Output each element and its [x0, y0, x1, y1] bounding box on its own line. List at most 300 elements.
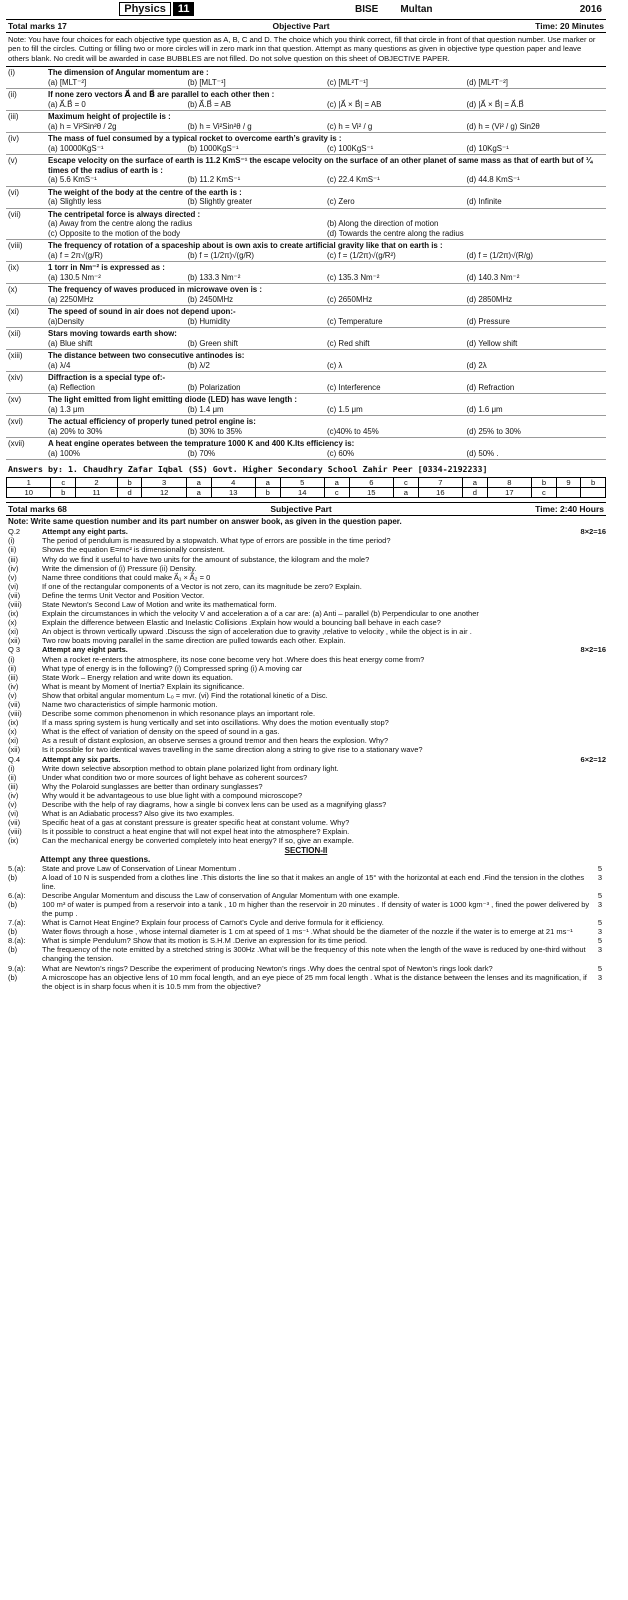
question-text-content: Write the dimension of (i) Pressure (ii) Density. [42, 563, 197, 573]
mcq-question [6, 187, 606, 209]
question-text-content: Why the Polaroid sunglasses are better than ordinary sunglasses? [42, 781, 263, 791]
short-question [6, 673, 606, 682]
option: (b) f = (1/2π)√(g/R) [187, 250, 255, 260]
key-cell: c [51, 478, 76, 488]
short-question [6, 773, 606, 782]
key-cell: 13 [211, 488, 255, 498]
long-question [6, 945, 606, 963]
option: (d) 50% . [466, 448, 499, 458]
question-text-content: Describe some common phenomenon in which resonance plays an important role. [42, 709, 316, 719]
key-cell: c [324, 488, 349, 498]
question-number: (xii) [8, 636, 21, 646]
option: (a) 2250MHz [48, 294, 94, 304]
question-number: (viii) [8, 709, 22, 719]
question-heading [6, 755, 606, 764]
question-number: (xiv) [8, 373, 23, 383]
question-text [42, 618, 606, 627]
objective-part-title: Objective Part [272, 21, 330, 31]
mcq-question [6, 306, 606, 328]
question-number: 9.(a): [8, 963, 26, 973]
option: (b) 1000KgS⁻¹ [187, 143, 239, 153]
question-text [42, 582, 606, 591]
key-cell: 17 [487, 488, 531, 498]
question-text [42, 900, 606, 918]
question-number: 5.(a): [8, 863, 26, 873]
option: (a) A⃗.B⃗ = 0 [48, 99, 86, 109]
marks-value: 3 [597, 927, 602, 937]
question-body [48, 263, 606, 282]
short-question [6, 564, 606, 573]
short-question [6, 618, 606, 627]
subject-label: Physics [119, 2, 171, 16]
question-number: (viii) [8, 827, 22, 837]
mcq-question [6, 284, 606, 306]
key-cell: b [581, 478, 606, 488]
question-text-content: Is it possible for two identical waves travelling in the same direction along a string to give rise to a stationary wave? [42, 745, 423, 755]
question-number: (ix) [8, 609, 19, 619]
marks-value: 5 [597, 890, 602, 900]
marks-value: 3 [597, 972, 602, 982]
question-text-content: If a mass spring system is hung vertically and set into oscillations. Why does the motion eventually stop? [42, 718, 389, 728]
question-text-content: Can the mechanical energy be converted completely into heat energy? If so, give an example. [42, 836, 354, 846]
key-cell: 5 [280, 478, 324, 488]
question-text-content: What type of energy is in the following? (i) Compressed spring (i) A moving car [42, 663, 303, 673]
key-cell: 11 [76, 488, 118, 498]
question-body [48, 439, 606, 458]
question-number: (b) [8, 927, 18, 937]
short-question [6, 655, 606, 664]
option: (d) Yellow shift [466, 338, 518, 348]
options [48, 100, 606, 110]
mcq-question [6, 111, 606, 133]
question-text [42, 682, 606, 691]
key-cell: 8 [487, 478, 531, 488]
question-text: Diffraction is a special type of:- [48, 373, 166, 383]
option: (c) 60% [327, 448, 355, 458]
mcq-question [6, 262, 606, 284]
question-number: (v) [8, 156, 18, 166]
question-text: A heat engine operates between the temprature 1000 K and 400 K.Its efficiency is: [48, 439, 355, 449]
option: (b) 2450MHz [187, 294, 234, 304]
short-question [6, 536, 606, 545]
marks-value: 5 [597, 963, 602, 973]
mcq-list [6, 67, 606, 460]
question-text [42, 755, 606, 764]
question-text: The light emitted from light emitting diode (LED) has wave length : [48, 395, 297, 405]
question-text [42, 873, 606, 891]
board-label: BISE [354, 3, 379, 15]
question-number: (v) [8, 800, 17, 810]
marks-value: 3 [597, 899, 602, 909]
city-label: Multan [400, 3, 433, 15]
question-text [42, 745, 606, 754]
options [48, 339, 606, 349]
question-text [42, 773, 606, 782]
question-text [42, 736, 606, 745]
question-text-content: Why would it be advantageous to use blue light with a compound microscope? [42, 790, 303, 800]
question-text-content: What is an Adiabatic process? Also give its two examples. [42, 809, 235, 819]
key-cell: 1 [7, 478, 51, 488]
question-text-content: The frequency of the note emitted by a stretched string is 300Hz .What will be the frequency of this note when the length of the wave is reduced by one-third without changing the tension. [42, 945, 586, 964]
section-instruction: Attempt any three questions. [40, 854, 151, 864]
key-cell: a [186, 478, 211, 488]
question-text-content: Explain the circumstances in which the velocity V and acceleration a of a car are: (a) Anti – parallel (b) Perpendicular to one another [42, 609, 479, 619]
marks-value: 3 [597, 945, 602, 955]
question-text-content: What are Newton’s rings? Describe the experiment of producing Newton’s rings .Why does the central spot of Newton’s rings look dark? [42, 963, 493, 973]
question-text [42, 627, 606, 636]
option: (a) Slightly less [48, 197, 102, 207]
question-number: Q.4 [8, 754, 21, 764]
question-number: (i) [8, 536, 15, 546]
option: (a) 130.5 Nm⁻² [48, 272, 101, 282]
option: (d) 25% to 30% [466, 426, 521, 436]
option: (c) f = (1/2π)√(g/R²) [327, 250, 396, 260]
question-text-content: Attempt any eight parts. [42, 527, 128, 537]
option: (a) f = 2π√(g/R) [48, 250, 103, 260]
question-number: (xi) [8, 627, 19, 637]
mcq-question [6, 89, 606, 111]
question-number: (viii) [8, 241, 23, 251]
options [48, 405, 606, 415]
question-text [42, 918, 606, 927]
question-text: The weight of the body at the centre of the earth is : [48, 187, 242, 197]
key-cell: 16 [418, 488, 462, 498]
question-number: (iv) [8, 134, 19, 144]
option: (b) 11.2 KmS⁻¹ [187, 175, 241, 185]
question-text [42, 891, 606, 900]
mcq-question [6, 372, 606, 394]
key-cell: c [532, 488, 557, 498]
question-text: The centripetal force is always directed : [48, 209, 201, 219]
question-number: Q 3 [8, 645, 21, 655]
short-question [6, 709, 606, 718]
question-text-content: 100 m³ of water is pumped from a reservoir into a tank , 10 m higher than the reservoir in 20 minutes . If density of water is 1000 kgm⁻³ , fined the power delivered by the pump . [42, 899, 590, 918]
marks-label: 6×2=12 [580, 754, 606, 764]
question-text-content: Specific heat of a gas at constant pressure is greater specific heat at constant volume. Why? [42, 818, 350, 828]
question-number: (i) [8, 68, 16, 78]
marks-label: 8×2=16 [580, 645, 606, 655]
option: (c) Opposite to the motion of the body [48, 228, 181, 238]
key-cell: b [532, 478, 557, 488]
question-number: (iv) [8, 681, 19, 691]
marks-value: 5 [597, 936, 602, 946]
question-heading [6, 645, 606, 654]
question-text: 1 torr in Nm⁻² is expressed as : [48, 263, 165, 273]
question-text [42, 591, 606, 600]
question-text: The frequency of rotation of a spaceship about is own axis to create artificial gravity like that on earth is : [48, 241, 443, 251]
short-question [6, 636, 606, 645]
question-text [42, 645, 606, 654]
key-cell: a [255, 478, 280, 488]
option: (d) h = (Vi² / g) Sin2θ [466, 121, 540, 131]
options [48, 317, 606, 327]
option: (b) [MLT⁻¹] [187, 77, 226, 87]
short-question [6, 600, 606, 609]
option: (a) 20% to 30% [48, 426, 103, 436]
question-text: The speed of sound in air does not depend upon:- [48, 307, 236, 317]
question-text-content: Under what condition two or more sources of light behave as coherent sources? [42, 772, 308, 782]
option: (d) 10KgS⁻¹ [466, 143, 509, 153]
option: (d) |A⃗ × B⃗| = A⃗.B⃗ [466, 99, 524, 109]
question-number: (viii) [8, 599, 22, 609]
question-number: (ii) [8, 663, 17, 673]
question-body [48, 373, 606, 392]
question-number: 6.(a): [8, 890, 26, 900]
question-text [42, 609, 606, 618]
subjective-note: Note: Write same question number and its part number on answer book, as given in the question paper. [8, 517, 402, 527]
option: (d) 1.6 μm [466, 404, 503, 414]
question-text [42, 764, 606, 773]
question-number: (ix) [8, 718, 19, 728]
question-number: (iv) [8, 790, 19, 800]
question-text [42, 555, 606, 564]
question-text [42, 718, 606, 727]
question-text-content: A load of 10 N is suspended from a clothes line .This distorts the line so that it makes an angle of 15° with the horizontal at each end .Find the tension in the clothes line. [42, 872, 585, 891]
question-text [42, 691, 606, 700]
short-question [6, 800, 606, 809]
question-text [42, 927, 606, 936]
option: (c) 135.3 Nm⁻² [327, 272, 380, 282]
question-text-content: Attempt any six parts. [42, 754, 121, 764]
options [48, 197, 606, 207]
short-question [6, 691, 606, 700]
short-question [6, 818, 606, 827]
option: (d) Infinite [466, 197, 502, 207]
question-text [42, 673, 606, 682]
option: (c) Temperature [327, 316, 383, 326]
question-text: The distance between two consecutive antinodes is: [48, 351, 245, 361]
question-body [48, 134, 606, 153]
question-number: (v) [8, 690, 17, 700]
key-row [7, 478, 606, 488]
question-text-content: Describe Angular Momentum and discuss the Law of conservation of Angular Momentum with one example. [42, 890, 400, 900]
question-number: (ix) [8, 836, 19, 846]
question-body [48, 395, 606, 414]
long-question [6, 964, 606, 973]
question-number: (b) [8, 945, 18, 955]
option: (c) |A⃗ × B⃗| = AB [327, 99, 382, 109]
long-question [6, 900, 606, 918]
question-text-content: The period of pendulum is measured by a stopwatch. What type of errors are possible in the time period? [42, 536, 391, 546]
long-question [6, 891, 606, 900]
option: (c)40% to 45% [327, 426, 379, 436]
option: (c) λ [327, 360, 343, 370]
question-text-content: State Newton’s Second Law of Motion and write its mathematical form. [42, 599, 277, 609]
question-text [42, 973, 606, 991]
question-number: (vi) [8, 581, 19, 591]
option: (d) [ML²T⁻²] [466, 77, 508, 87]
question-number: 8.(a): [8, 936, 26, 946]
question-text-content: Attempt any eight parts. [42, 645, 128, 655]
exam-page [6, 2, 606, 1598]
key-cell: 10 [7, 488, 51, 498]
mcq-question [6, 67, 606, 89]
key-cell: 7 [418, 478, 462, 488]
short-question [6, 555, 606, 564]
option: (d) 2850MHz [466, 294, 513, 304]
question-body [48, 417, 606, 436]
short-question [6, 700, 606, 709]
option: (b) Polarization [187, 382, 241, 392]
key-cell: b [51, 488, 76, 498]
question-text-content: A microscope has an objective lens of 10 mm focal length, and an eye piece of 25 mm focal length . What is the distance between the lenses and its magnification, if the object is in sharp focus when it is 10.5 mm from the objective? [42, 972, 587, 991]
short-question [6, 545, 606, 554]
option: (a) Away from the centre along the radius [48, 219, 193, 229]
option: (c) 2650MHz [327, 294, 373, 304]
key-cell: 9 [556, 478, 581, 488]
question-body [48, 307, 606, 326]
question-number: (vi) [8, 809, 19, 819]
question-text-content: Describe with the help of ray diagrams, how a single bi convex lens can be used as a magnifying glass? [42, 800, 387, 810]
question-number: (iv) [8, 563, 19, 573]
mcq-question [6, 416, 606, 438]
question-text-content: Name two characteristics of simple harmonic motion. [42, 700, 218, 709]
short-question [6, 573, 606, 582]
options [48, 219, 606, 238]
options [48, 78, 606, 88]
question-text: If none zero vectors A⃗ and B⃗ are parallel to each other then : [48, 90, 275, 100]
option: (a) 100% [48, 448, 81, 458]
long-question [6, 918, 606, 927]
question-text-content: Write down selective absorption method to obtain plane polarized light from ordinary light. [42, 763, 339, 773]
question-number: (xvii) [8, 439, 25, 449]
short-question [6, 791, 606, 800]
mcq-question [6, 155, 606, 187]
question-text [42, 536, 606, 545]
question-body [48, 188, 606, 207]
question-number: (xii) [8, 745, 21, 755]
question-text [42, 600, 606, 609]
short-question [6, 736, 606, 745]
question-number: (vi) [8, 187, 19, 197]
key-cell: a [324, 478, 349, 488]
question-text-content: Show that orbital angular momentum Lₒ = mvr. (vi) Find the rotational kinetic of a Disc. [42, 690, 328, 700]
short-question [6, 682, 606, 691]
question-text-content: Explain the difference between Elastic and Inelastic Collisions .Explain how would a bouncing ball behave in each case? [42, 618, 441, 628]
question-text: The dimension of Angular momentum are : [48, 68, 209, 78]
options [48, 175, 606, 185]
question-text [42, 545, 606, 554]
key-cell: 14 [280, 488, 324, 498]
key-cell: 3 [142, 478, 186, 488]
subjective-time: Time: 2:40 Hours [535, 504, 604, 515]
option: (c) 22.4 KmS⁻¹ [327, 175, 380, 185]
option: (b) Green shift [187, 338, 238, 348]
question-body [48, 241, 606, 260]
question-text [42, 836, 606, 845]
question-text-content: Why do we find it useful to have two units for the amount of substance, the kilogram and the mole? [42, 554, 370, 564]
option: (a) 5.6 KmS⁻¹ [48, 175, 97, 185]
long-question [6, 873, 606, 891]
short-question [6, 591, 606, 600]
long-question [6, 936, 606, 945]
option: (b) 70% [187, 448, 216, 458]
question-number: (xi) [8, 736, 19, 746]
question-text [42, 818, 606, 827]
question-text [42, 864, 606, 873]
key-cell: 4 [211, 478, 255, 488]
long-questions-list [6, 864, 606, 991]
short-question [6, 718, 606, 727]
marks-value: 5 [597, 863, 602, 873]
question-text [42, 800, 606, 809]
long-question [6, 927, 606, 936]
key-cell: b [255, 488, 280, 498]
option: (a) 1.3 μm [48, 404, 85, 414]
question-number: (vii) [8, 209, 21, 219]
objective-header [6, 19, 606, 33]
option: (d) 44.8 KmS⁻¹ [466, 175, 520, 185]
question-number: (xvi) [8, 417, 23, 427]
question-text [42, 782, 606, 791]
question-text-content: An object is thrown vertically upward .Discuss the sign of acceleration due to gravity ,relative to velocity , while the object is in air . [42, 627, 472, 637]
option: (a) Blue shift [48, 338, 93, 348]
mcq-question [6, 240, 606, 262]
question-number: (iii) [8, 781, 18, 791]
option: (b) λ/2 [187, 360, 210, 370]
option: (d) 2λ [466, 360, 487, 370]
option: (c) 100KgS⁻¹ [327, 143, 374, 153]
short-questions-list [6, 527, 606, 845]
option: (d) Refraction [466, 382, 515, 392]
short-question [6, 664, 606, 673]
key-cell: b [117, 478, 142, 488]
key-cell [581, 488, 606, 498]
question-number: (ii) [8, 772, 17, 782]
options [48, 449, 606, 459]
question-text-content: State and prove Law of Conservation of Linear Momentum . [42, 863, 241, 873]
options [48, 122, 606, 132]
question-text: The frequency of waves produced in microwave oven is : [48, 285, 262, 295]
option: (b) 30% to 35% [187, 426, 242, 436]
question-number: (vii) [8, 818, 21, 828]
question-number: (x) [8, 727, 17, 737]
question-text-content: As a result of distant explosion, an observe senses a ground tremor and then hears the explosion. Why? [42, 736, 389, 746]
question-number: (b) [8, 872, 18, 882]
question-text [42, 809, 606, 818]
key-cell: d [117, 488, 142, 498]
question-text-content: State Work – Energy relation and write down its equation. [42, 672, 233, 682]
question-text [42, 655, 606, 664]
key-cell: a [463, 478, 488, 488]
key-cell: 2 [76, 478, 118, 488]
option: (b) Slightly greater [187, 197, 252, 207]
option: (a) [MLT⁻²] [48, 77, 87, 87]
mcq-question [6, 209, 606, 241]
key-cell: 12 [142, 488, 186, 498]
question-number: (x) [8, 618, 17, 628]
question-text-content: If one of the rectangular components of a Vector is not zero, can its magnitude be zero? Explain. [42, 581, 362, 591]
question-text-content: When a rocket re-enters the atmosphere, its nose cone become very hot .Where does this heat energy come from? [42, 654, 425, 664]
question-number: (ii) [8, 545, 17, 555]
key-cell [556, 488, 581, 498]
question-text: The mass of fuel consumed by a typical rocket to overcome earth’s gravity is : [48, 134, 342, 144]
options [48, 251, 606, 261]
question-number: (iii) [8, 672, 18, 682]
key-cell: 15 [349, 488, 393, 498]
question-text [42, 664, 606, 673]
question-body [48, 210, 606, 239]
question-body [48, 156, 606, 185]
question-text [42, 573, 606, 582]
class-label: 11 [173, 2, 195, 16]
question-number: (iii) [8, 112, 19, 122]
option: (b) h = Vi²Sin²θ / g [187, 121, 252, 131]
question-number: (xi) [8, 307, 19, 317]
objective-note: Note: You have four choices for each objective type question as A, B, C and D. The choice which you think correct, fill that circle in front of that question number. Use marker or pen to fill the circles. Cutting or filling two or more circles will in zero mark inn that question. Attempt as many questions as given in objective type question paper and leave others blank. No credit will be awarded in case BUBBLES are not filled. Do not solve question on this sheet of OBJECTIVE PAPER. [6, 33, 606, 67]
question-number: (v) [8, 572, 17, 582]
question-text [42, 727, 606, 736]
